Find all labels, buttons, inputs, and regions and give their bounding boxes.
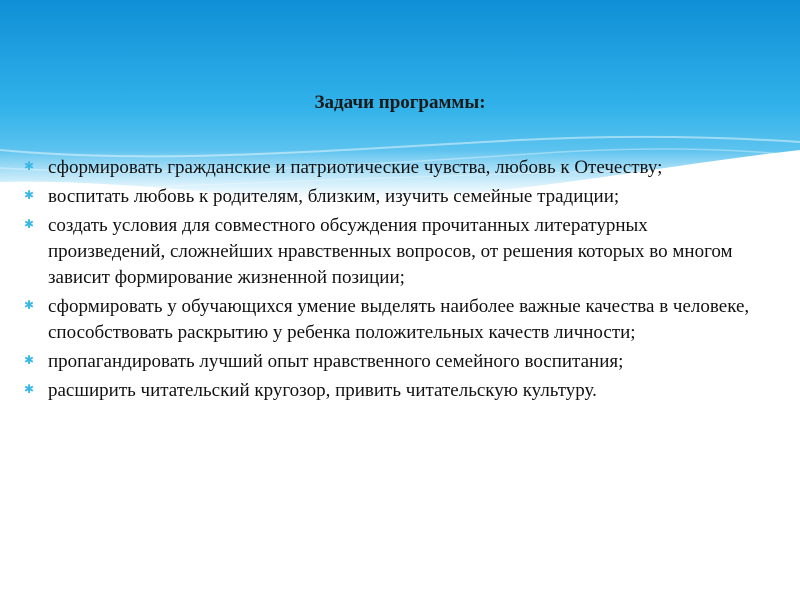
list-item: [24, 349, 764, 375]
list-item-text: расширить читательский кругозор, привить читательскую культуру.: [48, 380, 597, 401]
list-item: [24, 378, 764, 404]
task-list: [24, 155, 764, 407]
slide-title: Задачи программы:: [314, 92, 486, 113]
list-item-text: воспитать любовь к родителям, близким, изучить семейные традиции;: [48, 186, 620, 207]
sparkle-bullet-icon: ✱: [24, 217, 35, 231]
sparkle-bullet-icon: ✱: [24, 298, 35, 312]
list-item-text: пропагандировать лучший опыт нравственного семейного воспитания;: [48, 351, 624, 372]
list-item: [24, 213, 764, 291]
list-item-text: сформировать гражданские и патриотические чувства, любовь к Отечеству;: [48, 157, 663, 178]
sparkle-bullet-icon: ✱: [24, 188, 35, 202]
sparkle-bullet-icon: ✱: [24, 353, 35, 367]
list-item-text: сформировать у обучающихся умение выделять наиболее важные качества в человеке, способствовать раскрытию у ребенка положительных качеств личности;: [48, 296, 750, 343]
list-item: [24, 294, 764, 346]
list-item-text: создать условия для совместного обсуждения прочитанных литературных произведений, сложнейших нравственных вопросов, от решения которых во многом зависит формирование жизненной позиции;: [48, 215, 733, 288]
sparkle-bullet-icon: ✱: [24, 159, 35, 173]
sparkle-bullet-icon: ✱: [24, 382, 35, 396]
list-item: [24, 155, 764, 181]
list-item: [24, 184, 764, 210]
